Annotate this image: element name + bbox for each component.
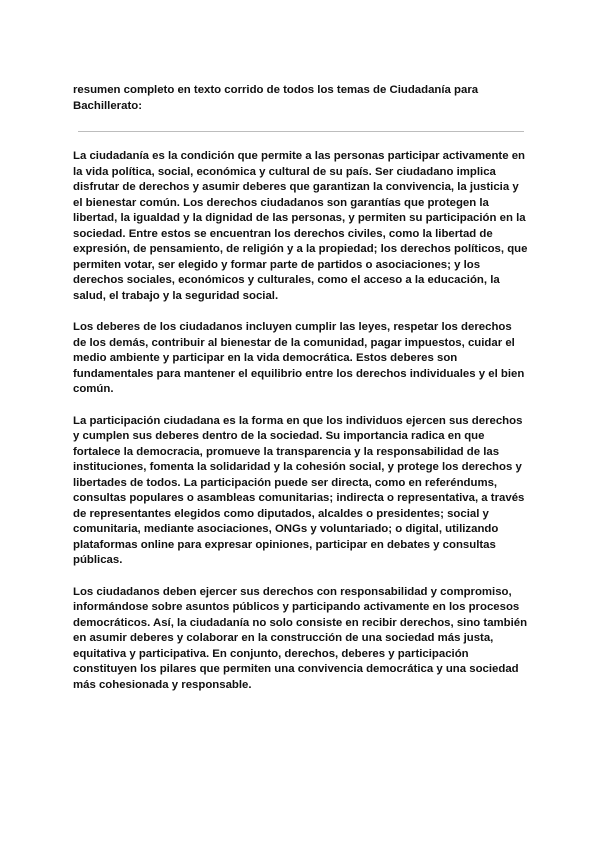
paragraph-deberes: Los deberes de los ciudadanos incluyen cumplir las leyes, respetar los derechos de los demás, contribuir al bienestar de la comunidad, pagar impuestos, cuidar el medio ambiente y participar en la vida democrática. Estos deberes son fundamentales para mantener el equilibrio entre los derechos individuales y el bien común.: [73, 321, 525, 395]
document-body: [73, 149, 528, 693]
document-page: [73, 83, 528, 709]
horizontal-divider: [78, 131, 524, 132]
paragraph-conclusion: Los ciudadanos deben ejercer sus derechos con responsabilidad y compromiso, informándose sobre asuntos públicos y participando activamente en los procesos democráticos. Así, la ciudadanía no solo consiste en recibir derechos, sino también en asumir deberes y colaborar en la construcción de una sociedad más justa, equitativa y participativa. En conjunto, derechos, deberes y participación constituyen los pilares que permiten una convivencia democrática y una sociedad más cohesionada y responsable.: [73, 585, 528, 691]
paragraph-participacion: La participación ciudadana es la forma en que los individuos ejercen sus derechos y cumplen sus deberes dentro de la sociedad. Su importancia radica en que fortalece la democracia, promueve la transparencia y la responsabilidad de las instituciones, fomenta la solidaridad y la cohesión social, y protege los derechos y libertades de todos. La participación puede ser directa, como en referéndums, consultas populares o asambleas comunitarias; indirecta o representativa, a través de representantes elegidos como diputados, alcaldes o presidentes; social y comunitaria, mediante asociaciones, ONGs y voluntariado; o digital, utilizando plataformas online para expresar opiniones, participar en debates y consultas públicas.: [73, 414, 525, 566]
document-title: resumen completo en texto corrido de todos los temas de Ciudadanía para Bachillerato:: [73, 84, 479, 112]
paragraph-ciudadania: La ciudadanía es la condición que permite a las personas participar activamente en la vida política, social, económica y cultural de su país. Ser ciudadano implica disfrutar de derechos y asumir deberes que garantizan la convivencia, la justicia y el bienestar común. Los derechos ciudadanos son garantías que protegen la libertad, la igualdad y la dignidad de las personas, y permiten su participación en la sociedad. Entre estos se encuentran los derechos civiles, como la libertad de expresión, de pensamiento, de religión y a la propiedad; los derechos políticos, que permiten votar, ser elegido y formar parte de partidos o asociaciones; y los derechos sociales, económicos y culturales, como el acceso a la educación, la salud, el trabajo y la seguridad social.: [73, 150, 528, 302]
